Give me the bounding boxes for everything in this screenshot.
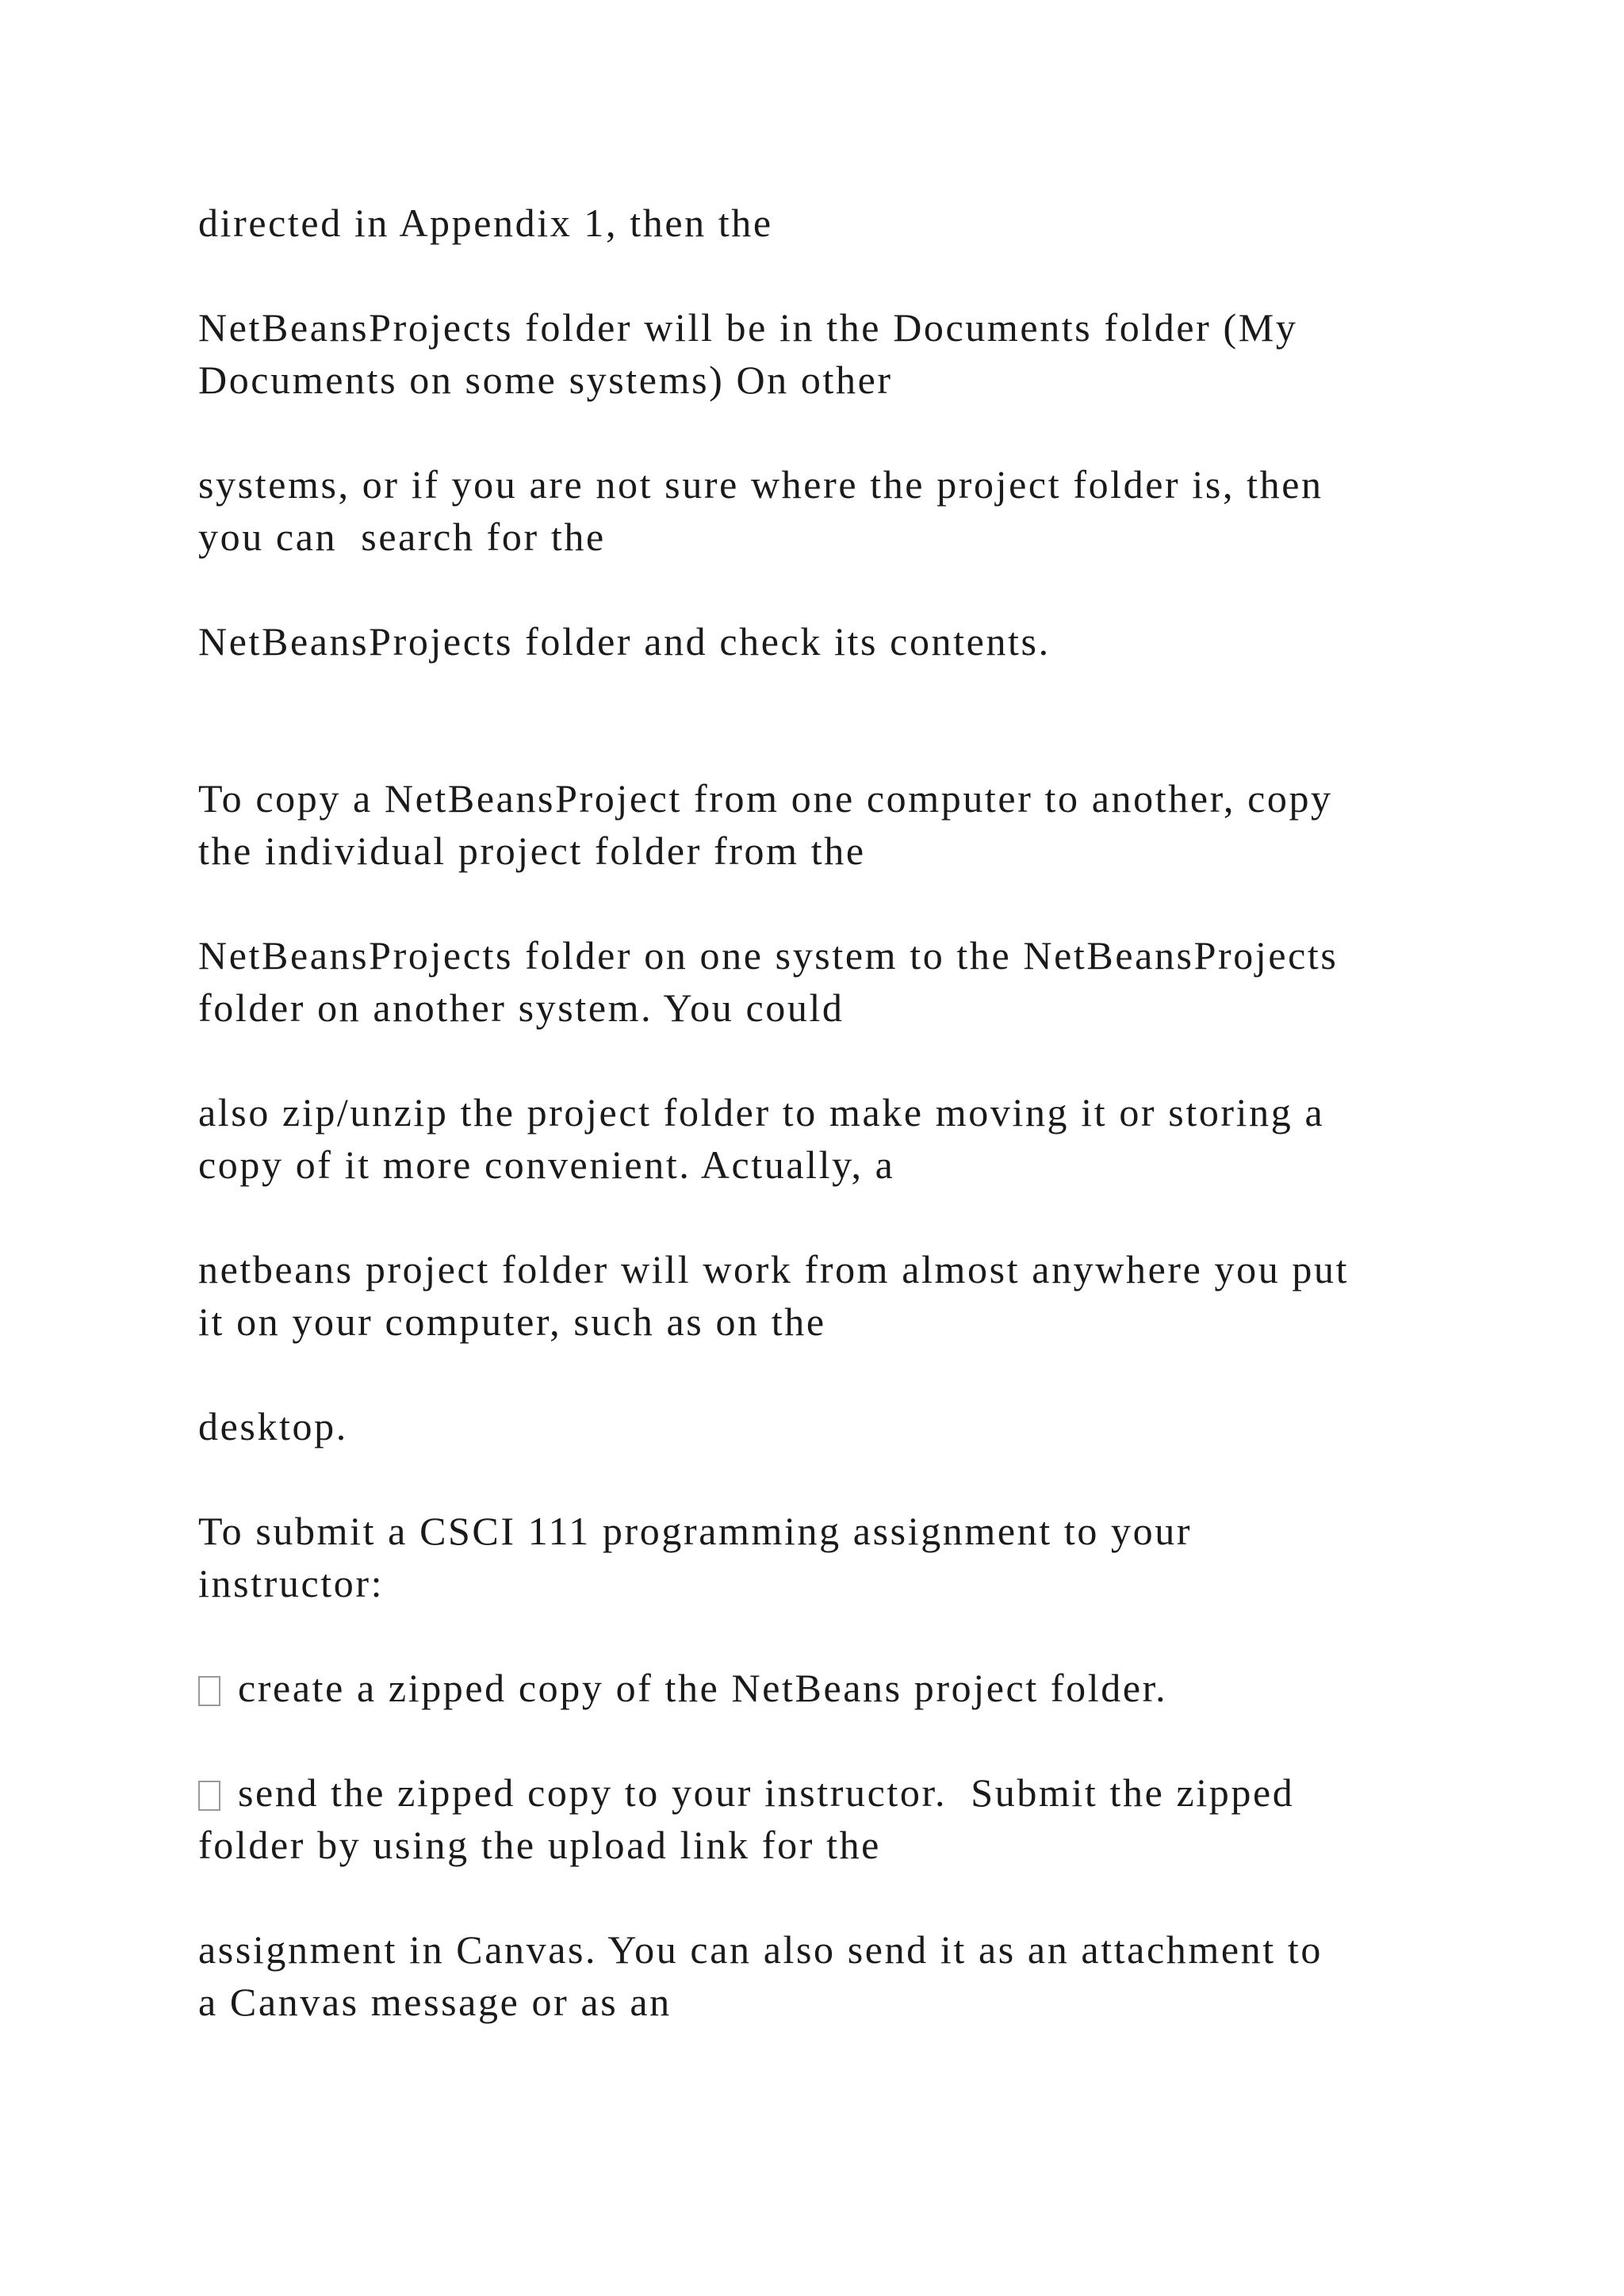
paragraph-appendix-reference: [198, 197, 1451, 249]
paragraph-other-systems: [198, 458, 1451, 563]
text-line: folder by using the upload link for the: [198, 1823, 881, 1867]
missing-glyph-bullet-icon: [198, 1676, 220, 1706]
paragraph-check-contents: [198, 615, 1451, 668]
bullet-create-zipped-copy: [198, 1662, 1451, 1714]
text-line: a Canvas message or as an: [198, 1980, 672, 2024]
text-line: the individual project folder from the: [198, 828, 866, 873]
text-line: instructor:: [198, 1561, 385, 1605]
text-line: also zip/unzip the project folder to make moving it or storing a: [198, 1090, 1325, 1135]
text-line: you can search for the: [198, 515, 606, 559]
paragraph-copy-project: [198, 772, 1451, 877]
text-line: desktop.: [198, 1404, 348, 1448]
paragraph-canvas-upload: [198, 1923, 1451, 2028]
text-line: send the zipped copy to your instructor. Submit the zipped: [238, 1770, 1295, 1815]
text-line: directed in Appendix 1, then the: [198, 201, 773, 245]
text-line: create a zipped copy of the NetBeans project folder.: [238, 1666, 1168, 1710]
text-line: To copy a NetBeansProject from one computer to another, copy: [198, 776, 1333, 821]
text-line: netbeans project folder will work from almost anywhere you put: [198, 1247, 1350, 1292]
paragraph-project-folder-systems: [198, 929, 1451, 1034]
text-line: Documents on some systems) On other: [198, 358, 893, 402]
text-line: NetBeansProjects folder will be in the Documents folder (My: [198, 305, 1298, 350]
text-line: assignment in Canvas. You can also send it as an attachment to: [198, 1927, 1323, 1972]
paragraph-desktop: [198, 1400, 1451, 1452]
bullet-send-zipped-copy: [198, 1766, 1451, 1871]
text-line: systems, or if you are not sure where the project folder is, then: [198, 462, 1323, 507]
paragraph-anywhere-on-computer: [198, 1243, 1451, 1348]
text-line: folder on another system. You could: [198, 985, 845, 1030]
text-line: it on your computer, such as on the: [198, 1299, 826, 1344]
missing-glyph-bullet-icon: [198, 1781, 220, 1811]
text-line: To submit a CSCI 111 programming assignment to your: [198, 1509, 1193, 1553]
text-line: NetBeansProjects folder on one system to the NetBeansProjects: [198, 933, 1339, 978]
paragraph-zip-unzip: [198, 1086, 1451, 1191]
text-line: NetBeansProjects folder and check its contents.: [198, 619, 1051, 664]
paragraph-submit-assignment: [198, 1505, 1451, 1609]
paragraph-documents-folder: [198, 301, 1451, 406]
text-line: copy of it more convenient. Actually, a: [198, 1142, 895, 1187]
